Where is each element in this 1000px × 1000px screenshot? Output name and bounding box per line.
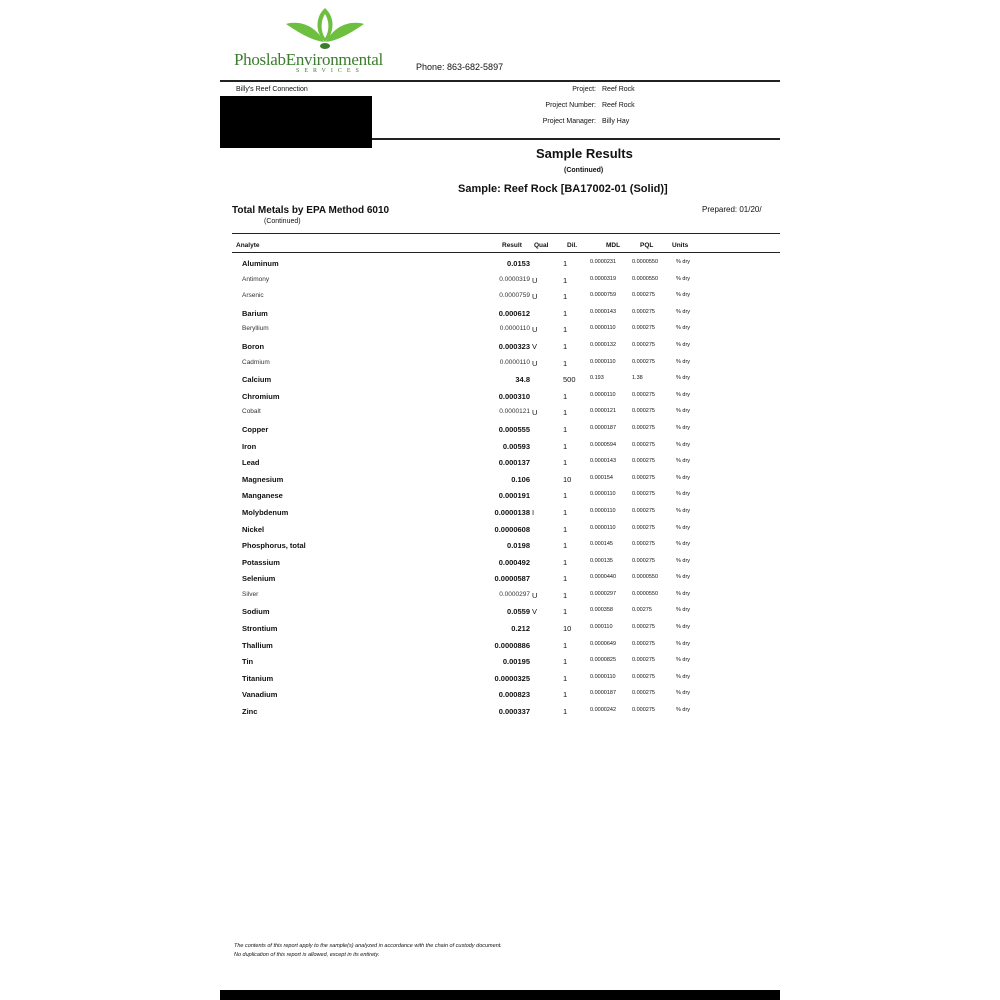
cell-units: % dry — [676, 391, 691, 398]
cell-pql: 0.000275 — [632, 341, 655, 348]
cell-mdl: 0.0000143 — [590, 458, 616, 465]
cell-result: 0.212 — [511, 624, 530, 634]
cell-pql: 0.0000550 — [632, 574, 658, 581]
project-number-value: Reef Rock — [602, 102, 635, 109]
cell-qual: U — [532, 325, 538, 335]
report-page — [220, 0, 780, 990]
cell-analyte: Vanadium — [242, 690, 278, 700]
cell-analyte: Nickel — [242, 524, 265, 534]
cell-mdl: 0.0000231 — [590, 259, 616, 265]
header-result: Result — [502, 242, 522, 249]
cell-units: % dry — [676, 358, 691, 365]
cell-mdl: 0.0000110 — [590, 325, 616, 332]
cell-dil: 1 — [563, 292, 568, 302]
prepared-date: Prepared: 01/20/ — [702, 205, 762, 214]
cell-dil: 1 — [563, 259, 568, 268]
cell-units: % dry — [676, 507, 691, 514]
cell-dil: 10 — [563, 624, 572, 634]
cell-mdl: 0.0000297 — [590, 590, 616, 597]
project-label: Project: — [572, 86, 596, 93]
table-row — [220, 489, 780, 506]
cell-units: % dry — [676, 408, 691, 415]
cell-analyte: Beryllium — [242, 325, 269, 333]
table-row — [220, 323, 780, 340]
cell-result: 0.0000319 — [499, 275, 530, 283]
header-analyte: Analyte — [236, 242, 260, 249]
table-row — [220, 605, 780, 622]
cell-units: % dry — [676, 557, 691, 564]
cell-analyte: Phosphorus, total — [242, 541, 306, 551]
cell-analyte: Calcium — [242, 375, 272, 385]
company-phone: Phone: 863-682-5897 — [416, 62, 504, 72]
method-title: Total Metals by EPA Method 6010 — [232, 205, 390, 216]
table-row — [220, 688, 780, 705]
cell-units: % dry — [676, 524, 691, 531]
cell-dil: 1 — [563, 308, 568, 318]
table-row — [220, 274, 780, 291]
cell-result: 0.000191 — [498, 491, 530, 501]
cell-result: 0.000823 — [498, 690, 530, 700]
cell-pql: 0.000275 — [632, 391, 655, 398]
cell-pql: 0.000275 — [632, 673, 655, 680]
project-number-label: Project Number: — [545, 102, 596, 109]
cell-result: 0.0559 — [507, 607, 530, 617]
redaction-block — [220, 96, 372, 148]
cell-pql: 0.000275 — [632, 707, 655, 714]
cell-result: 0.0000325 — [494, 673, 530, 683]
cell-dil: 1 — [563, 424, 568, 434]
table-row — [220, 556, 780, 573]
table-row — [220, 357, 780, 374]
results-table — [220, 257, 780, 722]
cell-pql: 0.000275 — [632, 507, 655, 514]
cell-analyte: Antimony — [242, 275, 270, 283]
cell-units: % dry — [676, 375, 691, 382]
header-mdl: MDL — [606, 242, 621, 249]
cell-units: % dry — [676, 275, 691, 282]
cell-dil: 1 — [563, 507, 568, 517]
table-row — [220, 456, 780, 473]
table-top-rule — [232, 233, 780, 234]
cell-qual: V — [532, 607, 538, 617]
cell-analyte: Zinc — [242, 707, 258, 717]
cell-analyte: Tin — [242, 657, 254, 667]
cell-units: % dry — [676, 491, 691, 498]
cell-mdl: 0.0000121 — [590, 408, 616, 415]
table-row — [220, 523, 780, 540]
table-row — [220, 423, 780, 440]
cell-result: 0.0000297 — [499, 590, 530, 598]
cell-mdl: 0.000135 — [590, 557, 613, 564]
cell-units: % dry — [676, 541, 691, 548]
cell-analyte: Cobalt — [242, 408, 261, 416]
cell-units: % dry — [676, 574, 691, 581]
cell-units: % dry — [676, 590, 691, 597]
cell-dil: 1 — [563, 458, 568, 468]
cell-units: % dry — [676, 474, 691, 481]
cell-result: 34.8 — [515, 375, 530, 385]
cell-mdl: 0.000358 — [590, 607, 613, 614]
cell-units: % dry — [676, 441, 691, 448]
cell-units: % dry — [676, 690, 691, 697]
cell-dil: 1 — [563, 524, 568, 534]
cell-result: 0.0000886 — [494, 640, 530, 650]
table-row — [220, 390, 780, 407]
cell-dil: 1 — [563, 541, 568, 551]
cell-qual: U — [532, 408, 538, 418]
cell-mdl: 0.0000242 — [590, 707, 616, 714]
table-row — [220, 340, 780, 357]
cell-analyte: Chromium — [242, 391, 280, 401]
cell-mdl: 0.0000143 — [590, 308, 616, 315]
cell-qual: U — [532, 275, 538, 285]
cell-analyte: Sodium — [242, 607, 270, 617]
cell-dil: 1 — [563, 640, 568, 650]
cell-qual: U — [532, 292, 538, 302]
footer-line: The contents of this report apply to the sample(s) analyzed in accordance with the chain of custody document. — [234, 943, 502, 949]
table-row — [220, 406, 780, 423]
cell-dil: 1 — [563, 408, 568, 418]
cell-mdl: 0.000154 — [590, 474, 613, 481]
cell-mdl: 0.193 — [590, 375, 604, 382]
header-qual: Qual — [534, 242, 549, 249]
cell-analyte: Potassium — [242, 557, 280, 567]
cell-mdl: 0.0000187 — [590, 424, 616, 431]
client-name: Billy's Reef Connection — [236, 86, 308, 93]
cell-qual: U — [532, 358, 538, 368]
cell-units: % dry — [676, 640, 691, 647]
table-row — [220, 373, 780, 390]
cell-units: % dry — [676, 292, 691, 299]
cell-analyte: Barium — [242, 308, 268, 318]
method-continued: (Continued) — [264, 218, 301, 225]
cell-analyte: Lead — [242, 458, 260, 468]
cell-pql: 0.000275 — [632, 408, 655, 415]
cell-pql: 0.000275 — [632, 541, 655, 548]
sample-line: Sample: Reef Rock [BA17002-01 (Solid)] — [458, 183, 668, 195]
cell-dil: 1 — [563, 673, 568, 683]
cell-analyte: Silver — [242, 590, 259, 598]
cell-result: 0.0000121 — [499, 408, 530, 416]
table-row — [220, 506, 780, 523]
cell-pql: 0.00275 — [632, 607, 652, 614]
cell-mdl: 0.0000110 — [590, 524, 616, 531]
cell-dil: 1 — [563, 690, 568, 700]
cell-units: % dry — [676, 424, 691, 431]
cell-dil: 1 — [563, 557, 568, 567]
cell-dil: 10 — [563, 474, 572, 484]
cell-pql: 0.0000550 — [632, 275, 658, 282]
cell-analyte: Cadmium — [242, 358, 270, 366]
table-row — [220, 473, 780, 490]
cell-analyte: Thallium — [242, 640, 273, 650]
table-row — [220, 655, 780, 672]
cell-result: 0.0153 — [507, 259, 530, 268]
table-row — [220, 589, 780, 606]
cell-mdl: 0.0000649 — [590, 640, 616, 647]
cell-pql: 0.000275 — [632, 441, 655, 448]
cell-qual: I — [532, 507, 535, 517]
header-pql: PQL — [640, 242, 654, 249]
cell-units: % dry — [676, 673, 691, 680]
table-row — [220, 572, 780, 589]
cell-dil: 500 — [563, 375, 576, 385]
cell-pql: 0.000275 — [632, 624, 655, 631]
table-header-rule — [232, 252, 780, 253]
cell-mdl: 0.0000110 — [590, 673, 616, 680]
footer-disclaimer — [234, 942, 502, 960]
cell-mdl: 0.0000440 — [590, 574, 616, 581]
cell-result: 0.000612 — [498, 308, 530, 318]
cell-pql: 0.0000550 — [632, 259, 658, 265]
cell-analyte: Copper — [242, 424, 269, 434]
cell-analyte: Selenium — [242, 574, 276, 584]
cell-result: 0.000323 — [498, 341, 530, 351]
cell-result: 0.0000138 — [494, 507, 530, 517]
cell-mdl: 0.0000319 — [590, 275, 616, 282]
cell-dil: 1 — [563, 325, 568, 335]
table-row — [220, 290, 780, 307]
cell-dil: 1 — [563, 341, 568, 351]
cell-units: % dry — [676, 458, 691, 465]
cell-pql: 0.000275 — [632, 292, 655, 299]
cell-dil: 1 — [563, 491, 568, 501]
cell-pql: 0.000275 — [632, 424, 655, 431]
cell-mdl: 0.0000187 — [590, 690, 616, 697]
cell-pql: 0.000275 — [632, 308, 655, 315]
table-row — [220, 307, 780, 324]
cell-analyte: Titanium — [242, 673, 274, 683]
cell-dil: 1 — [563, 574, 568, 584]
title-continued: (Continued) — [564, 167, 604, 174]
footer-line: No duplication of this report is allowed, except in its entirety. — [234, 952, 380, 958]
cell-units: % dry — [676, 707, 691, 714]
cell-dil: 1 — [563, 358, 568, 368]
cell-dil: 1 — [563, 275, 568, 285]
cell-pql: 0.000275 — [632, 491, 655, 498]
table-row — [220, 440, 780, 457]
cell-result: 0.000555 — [498, 424, 530, 434]
cell-mdl: 0.0000110 — [590, 358, 616, 365]
cell-mdl: 0.000145 — [590, 541, 613, 548]
cell-dil: 1 — [563, 607, 568, 617]
cell-mdl: 0.0000110 — [590, 391, 616, 398]
cell-pql: 0.000275 — [632, 458, 655, 465]
cell-pql: 0.000275 — [632, 690, 655, 697]
cell-pql: 1.38 — [632, 375, 643, 382]
cell-result: 0.00593 — [502, 441, 530, 451]
cell-pql: 0.000275 — [632, 640, 655, 647]
cell-pql: 0.000275 — [632, 557, 655, 564]
cell-pql: 0.000275 — [632, 325, 655, 332]
cell-result: 0.000337 — [498, 707, 530, 717]
cell-result: 0.000492 — [498, 557, 530, 567]
cell-dil: 1 — [563, 707, 568, 717]
cell-units: % dry — [676, 325, 691, 332]
cell-units: % dry — [676, 308, 691, 315]
cell-qual: U — [532, 590, 538, 600]
cell-pql: 0.000275 — [632, 358, 655, 365]
cell-analyte: Manganese — [242, 491, 283, 501]
cell-analyte: Strontium — [242, 624, 278, 634]
cell-dil: 1 — [563, 657, 568, 667]
cell-units: % dry — [676, 607, 691, 614]
cell-analyte: Boron — [242, 341, 265, 351]
table-row — [220, 539, 780, 556]
cell-units: % dry — [676, 259, 691, 265]
table-row — [220, 257, 780, 274]
cell-result: 0.106 — [511, 474, 530, 484]
cell-mdl: 0.0000110 — [590, 491, 616, 498]
cell-result: 0.0000587 — [494, 574, 530, 584]
table-row — [220, 672, 780, 689]
cell-qual: V — [532, 341, 538, 351]
cell-pql: 0.000275 — [632, 474, 655, 481]
cell-result: 0.000137 — [498, 458, 530, 468]
cell-mdl: 0.0000110 — [590, 507, 616, 514]
cell-analyte: Iron — [242, 441, 257, 451]
cell-mdl: 0.0000759 — [590, 292, 616, 299]
cell-analyte: Molybdenum — [242, 507, 289, 517]
cell-result: 0.0000110 — [499, 325, 530, 333]
cell-dil: 1 — [563, 391, 568, 401]
cell-mdl: 0.0000594 — [590, 441, 616, 448]
cell-pql: 0.000275 — [632, 524, 655, 531]
cell-result: 0.0000110 — [499, 358, 530, 366]
table-row — [220, 705, 780, 722]
company-subtitle: SERVICES — [296, 68, 364, 74]
cell-dil: 1 — [563, 441, 568, 451]
cell-analyte: Aluminum — [242, 259, 279, 268]
cell-pql: 0.000275 — [632, 657, 655, 664]
cell-mdl: 0.0000132 — [590, 341, 616, 348]
cell-result: 0.000310 — [498, 391, 530, 401]
cell-result: 0.0000759 — [499, 292, 530, 300]
cell-dil: 1 — [563, 590, 568, 600]
cell-mdl: 0.000110 — [590, 624, 613, 631]
cell-mdl: 0.0000825 — [590, 657, 616, 664]
table-row — [220, 639, 780, 656]
cell-units: % dry — [676, 624, 691, 631]
cell-pql: 0.0000550 — [632, 590, 658, 597]
bottom-edge-bar — [220, 990, 780, 1000]
header-dil: Dil. — [567, 242, 578, 249]
table-row — [220, 622, 780, 639]
cell-units: % dry — [676, 657, 691, 664]
project-manager-value: Billy Hay — [602, 118, 630, 125]
cell-result: 0.0000608 — [494, 524, 530, 534]
company-name: PhoslabEnvironmental — [234, 50, 383, 69]
project-manager-label: Project Manager: — [542, 118, 596, 125]
cell-result: 0.00195 — [502, 657, 530, 667]
page-title: Sample Results — [536, 146, 633, 161]
cell-analyte: Magnesium — [242, 474, 284, 484]
leaf-logo-icon — [280, 4, 370, 50]
project-value: Reef Rock — [602, 86, 635, 93]
cell-units: % dry — [676, 341, 691, 348]
cell-analyte: Arsenic — [242, 292, 264, 300]
header-units: Units — [672, 242, 689, 249]
cell-result: 0.0198 — [507, 541, 530, 551]
